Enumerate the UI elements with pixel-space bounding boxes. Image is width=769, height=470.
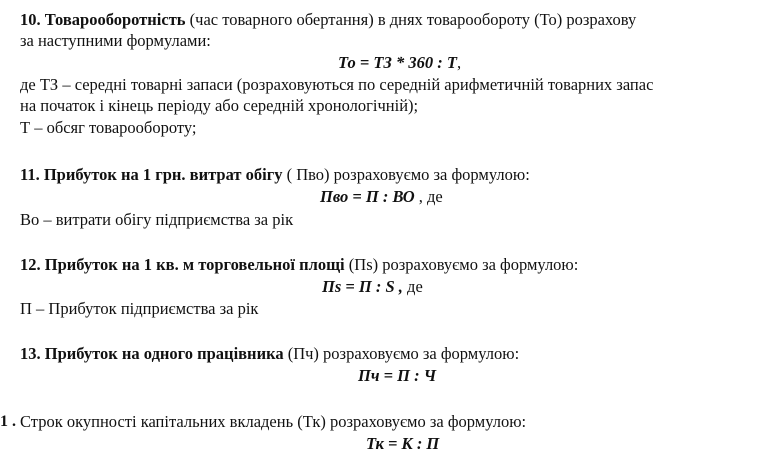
section-13-formula (358, 366, 436, 386)
section-10-formula-tail: , (456, 53, 462, 72)
section-14-heading: Строк окупності капітальних вкладень (Тк) розраховуємо за формулою: (20, 412, 527, 431)
section-11-formula-main: Пво = П : ВО (320, 187, 415, 206)
section-12-def: П – Прибуток підприємства за рік (20, 299, 259, 318)
section-11-formula (320, 187, 443, 207)
section-11-def: Во – витрати обігу підприємства за рік (20, 210, 294, 229)
section-12-formula (322, 277, 423, 297)
section-11-title-rest: ( Пво) розраховуємо за формулою: (282, 165, 530, 184)
section-12-formula-main: Пs = П : S , (322, 277, 403, 296)
margin-mark: 1 . (0, 413, 16, 430)
section-11-formula-tail: , де (414, 187, 443, 206)
section-14-formula-main: Тк = К : П (366, 434, 440, 453)
section-10-def-tz-line2: на початок і кінець періоду або середній хронологічній); (20, 96, 419, 115)
section-13-formula-main: Пч = П : Ч (358, 366, 437, 385)
section-13-heading (20, 344, 519, 364)
section-11-title: 11. Прибуток на 1 грн. витрат обігу (20, 165, 283, 184)
section-11-heading (20, 165, 530, 185)
section-14-formula (366, 434, 439, 454)
section-10-title: 10. Товарооборотність (20, 10, 186, 29)
section-10-def-tz-line1: де ТЗ – середні товарні запаси (розраховуються по середній арифметичній товарних запас (20, 75, 654, 94)
section-13-title: 13. Прибуток на одного працівника (20, 344, 284, 363)
section-10-heading-line2: за наступними формулами: (20, 31, 211, 50)
section-13-title-rest: (Пч) розраховуємо за формулою: (283, 344, 520, 363)
section-10-formula-main: То = ТЗ * 360 : Т (338, 53, 457, 72)
section-12-formula-tail: де (402, 277, 423, 296)
section-12-heading (20, 255, 578, 275)
section-12-title-rest: (Пs) розраховуємо за формулою: (344, 255, 579, 274)
section-12-title: 12. Прибуток на 1 кв. м торговельної площі (20, 255, 345, 274)
section-10-def-t: Т – обсяг товарообороту; (20, 118, 197, 137)
section-10-formula (338, 53, 461, 73)
section-10-heading (20, 10, 636, 30)
section-10-title-rest: (час товарного обертання) в днях товарообороту (То) розрахову (185, 10, 637, 29)
